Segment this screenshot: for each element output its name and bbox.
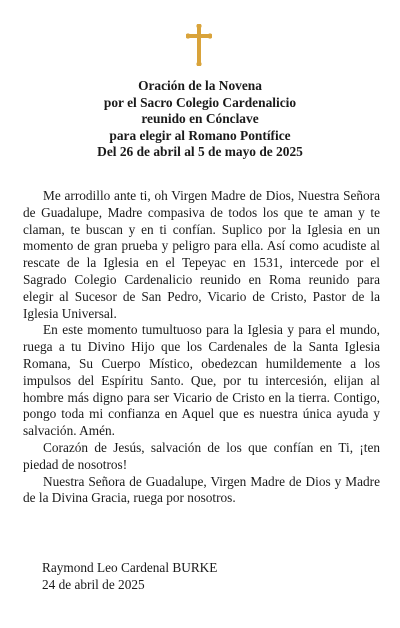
- prayer-paragraph: Me arrodillo ante ti, oh Virgen Madre de Dios, Nuestra Señora de Guadalupe, Madre compasiva de todos los que te aman y te claman, te buscan y en ti confían. Suplico por la Iglesia en un momento de gran prueba y peligro para ella. Así como acudiste al rescate de la Iglesia en el Tepeyac en 1531, intercede por el Sagrado Colegio Cardenalicio reunido en Roma reunido para elegir al Sucesor de San Pedro, Vicario de Cristo, Pastor de la Iglesia Universal.: [23, 188, 380, 321]
- signature-date: 24 de abril de 2025: [42, 576, 145, 592]
- title-line: por el Sacro Colegio Cardenalicio: [103, 94, 297, 110]
- prayer-paragraph: Corazón de Jesús, salvación de los que confían en Ti, ¡ten piedad de nosotros!: [23, 439, 380, 472]
- title-line: Oración de la Novena: [138, 78, 262, 93]
- prayer-title: [40, 78, 360, 161]
- prayer-body: [23, 188, 380, 507]
- signature-name: Raymond Leo Cardenal BURKE: [42, 560, 218, 575]
- title-line: reunido en Cónclave: [141, 111, 259, 127]
- prayer-paragraph: Nuestra Señora de Guadalupe, Virgen Madre de Dios y Madre de la Divina Gracia, ruega por nosotros.: [23, 473, 380, 506]
- signature-block: [42, 560, 342, 593]
- prayer-paragraph: En este momento tumultuoso para la Iglesia y para el mundo, ruega a tu Divino Hijo que los Cardenales de la Santa Iglesia Romana, Su Cuerpo Místico, obedezcan humildemente a los impulsos del Espíritu Santo. Que, por tu intercesión, elijan al hombre más digno para ser Vicario de Cristo en la tierra. Contigo, pongo toda mi confianza en Aquel que es nuestra única ayuda y salvación. Amén.: [23, 322, 380, 439]
- title-line: para elegir al Romano Pontífice: [109, 127, 291, 143]
- title-line: Del 26 de abril al 5 de mayo de 2025: [97, 144, 303, 160]
- latin-cross-icon: [186, 24, 212, 66]
